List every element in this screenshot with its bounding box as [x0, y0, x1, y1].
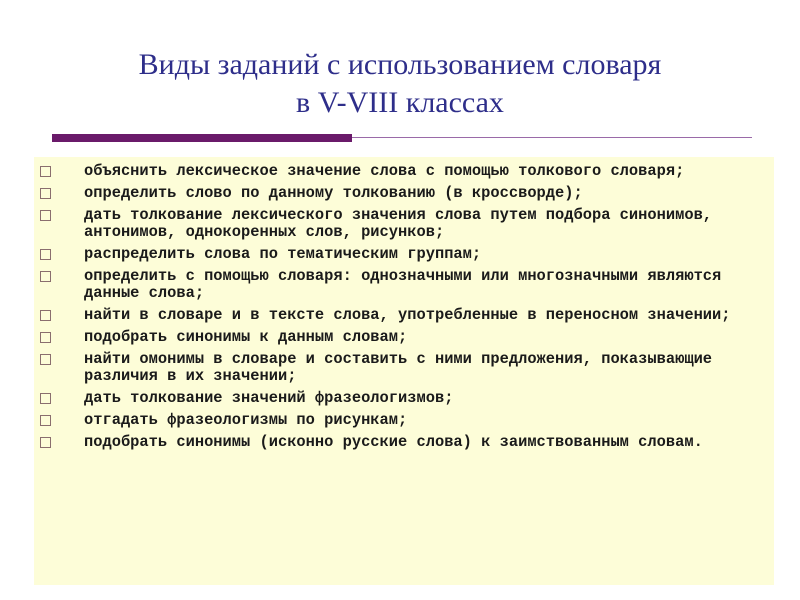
divider-line: [352, 137, 752, 138]
list-item-text: распределить слова по тематическим группам;: [84, 245, 482, 263]
list-item: [34, 185, 774, 202]
list-item: [34, 329, 774, 346]
list-item-text: дать толкование значений фразеологизмов;: [84, 389, 454, 407]
square-bullet-icon: [40, 271, 51, 282]
square-bullet-icon: [40, 415, 51, 426]
square-bullet-icon: [40, 332, 51, 343]
list-item-text: отгадать фразеологизмы по рисункам;: [84, 411, 408, 429]
list-item: [34, 268, 774, 302]
square-bullet-icon: [40, 188, 51, 199]
list-item-text: объяснить лексическое значение слова с помощью толкового словаря;: [84, 162, 685, 180]
square-bullet-icon: [40, 249, 51, 260]
square-bullet-icon: [40, 210, 51, 221]
slide-title-line-2: в V-VIII классах: [296, 86, 504, 119]
square-bullet-icon: [40, 310, 51, 321]
list-item-text: дать толкование лексического значения слова путем подбора синонимов, антонимов, однокоренных слов, рисунков;: [84, 206, 713, 241]
slide-title: [0, 46, 800, 122]
list-item-text: определить с помощью словаря: однозначными или многозначными являются данные слова;: [84, 267, 722, 302]
square-bullet-icon: [40, 354, 51, 365]
slide-title-line-1: Виды заданий с использованием словаря: [138, 48, 662, 81]
list-item-text: найти в словаре и в тексте слова, употребленные в переносном значении;: [84, 306, 731, 324]
list-item-text: подобрать синонимы к данным словам;: [84, 328, 408, 346]
list-item-text: найти омонимы в словаре и составить с ними предложения, показывающие различия в их значении;: [84, 350, 713, 385]
square-bullet-icon: [40, 437, 51, 448]
list-item: [34, 207, 774, 241]
task-list-panel: [34, 157, 774, 585]
list-item: [34, 307, 774, 324]
square-bullet-icon: [40, 393, 51, 404]
list-item: [34, 412, 774, 429]
list-item: [34, 351, 774, 385]
list-item-text: определить слово по данному толкованию (в кроссворде);: [84, 184, 583, 202]
list-item: [34, 163, 774, 180]
divider-bar: [52, 134, 352, 142]
list-item: [34, 390, 774, 407]
list-item: [34, 434, 774, 451]
list-item: [34, 246, 774, 263]
title-divider: [52, 134, 752, 142]
task-list: [34, 157, 774, 451]
list-item-text: подобрать синонимы (исконно русские слова) к заимствованным словам.: [84, 433, 703, 451]
square-bullet-icon: [40, 166, 51, 177]
